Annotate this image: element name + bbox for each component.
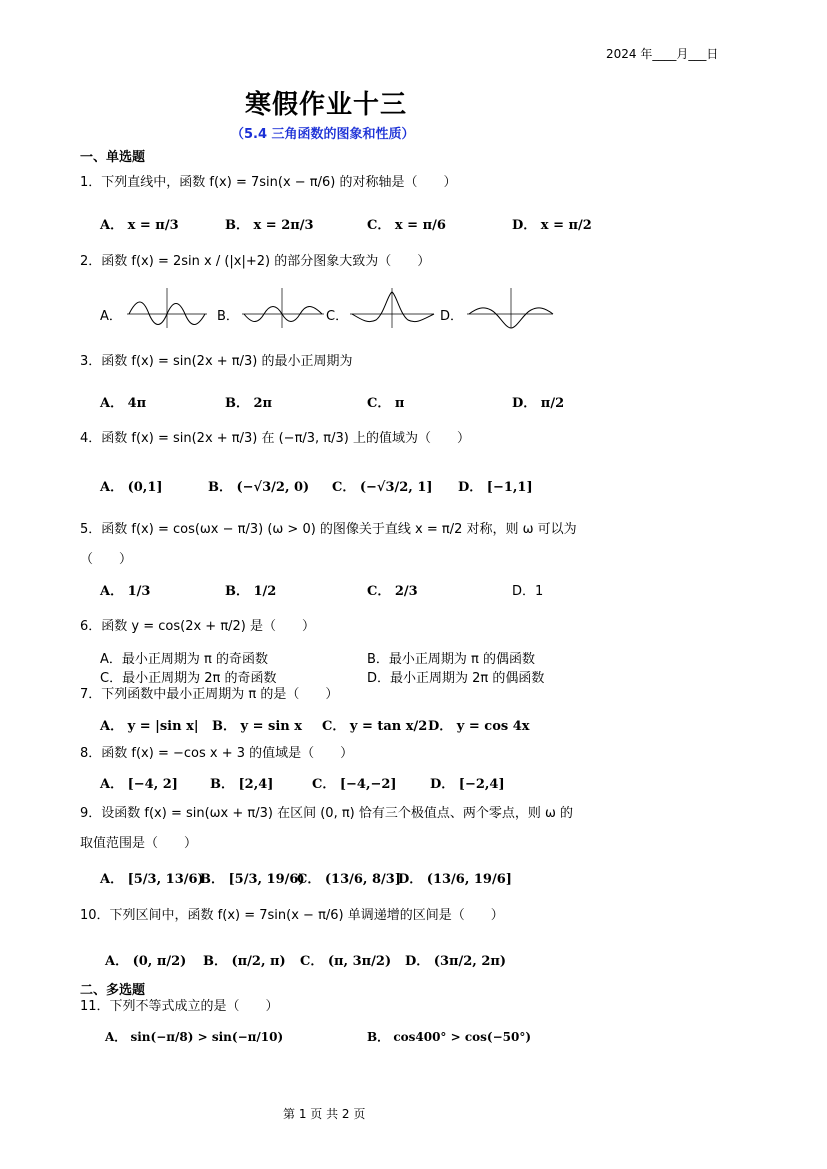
question-6-stem: 6．函数 y = cos(2x + π/2) 是（ ） xyxy=(80,619,316,634)
question-9-stem: 9．设函数 f(x) = sin(ωx + π/3) 在区间 (0, π) 恰有三个极值点、两个零点，则 ω 的 xyxy=(80,806,574,821)
question-8-stem: 8．函数 f(x) = −cos x + 3 的值域是（ ） xyxy=(80,746,354,761)
question-10-option-a: A． (0, π/2) xyxy=(105,954,187,969)
graph-option-a xyxy=(125,284,210,330)
question-9-option-c: C． (13/6, 8/3] xyxy=(297,872,401,887)
question-5-stem: 5．函数 f(x) = cos(ωx − π/3) (ω > 0) 的图像关于直线 x = π/2 对称，则 ω 可以为 xyxy=(80,522,577,537)
question-6-option-c: C．最小正周期为 2π 的奇函数 xyxy=(100,671,277,686)
question-9-stem-continued: 取值范围是（ ） xyxy=(80,836,198,851)
question-2-option-b: B． xyxy=(217,309,239,324)
question-4-option-c: C． (−√3/2, 1] xyxy=(332,480,433,495)
question-10-option-c: C． (π, 3π/2) xyxy=(300,954,392,969)
question-10-option-b: B． (π/2, π) xyxy=(203,954,286,969)
question-11-option-a: A． sin(−π/8) > sin(−π/10) xyxy=(105,1030,284,1044)
question-1-option-b: B． x = 2π/3 xyxy=(225,218,314,233)
question-8-option-d: D． [−2,4] xyxy=(430,777,505,792)
question-4-option-d: D． [−1,1] xyxy=(458,480,533,495)
question-5-option-d: D．1 xyxy=(512,584,544,599)
date-line: 2024 年____月___日 xyxy=(606,47,719,61)
question-3-option-b: B． 2π xyxy=(225,396,273,411)
question-2-option-c: C． xyxy=(326,309,349,324)
question-5-option-a: A． 1/3 xyxy=(100,584,151,599)
question-6-option-a: A．最小正周期为 π 的奇函数 xyxy=(100,652,268,667)
page-number: 第 1 页 共 2 页 xyxy=(283,1107,366,1121)
question-3-option-a: A． 4π xyxy=(100,396,147,411)
question-2-stem: 2．函数 f(x) = 2sin x / (|x|+2) 的部分图象大致为（ ） xyxy=(80,254,431,269)
question-1-option-a: A． x = π/3 xyxy=(100,218,179,233)
question-10-option-d: D． (3π/2, 2π) xyxy=(405,954,507,969)
question-3-option-c: C． π xyxy=(367,396,405,411)
question-5-stem-continued: （ ） xyxy=(80,552,133,567)
question-2-option-a: A． xyxy=(100,309,122,324)
question-1-option-c: C． x = π/6 xyxy=(367,218,446,233)
graph-option-c xyxy=(348,284,438,330)
graph-option-d xyxy=(465,284,557,330)
question-9-option-b: B． [5/3, 19/6) xyxy=(200,872,305,887)
question-4-option-a: A． (0,1] xyxy=(100,480,163,495)
question-4-option-b: B． (−√3/2, 0) xyxy=(208,480,310,495)
question-7-option-c: C． y = tan x/2 xyxy=(322,719,428,734)
question-8-option-a: A． [−4, 2] xyxy=(100,777,178,792)
page-subtitle: （5.4 三角函数的图象和性质） xyxy=(231,127,415,142)
page-title: 寒假作业十三 xyxy=(245,90,408,120)
question-7-option-d: D． y = cos 4x xyxy=(428,719,530,734)
question-1-stem: 1．下列直线中，函数 f(x) = 7sin(x − π/6) 的对称轴是（ ） xyxy=(80,175,457,190)
question-8-option-c: C． [−4,−2] xyxy=(312,777,397,792)
question-2-option-d: D． xyxy=(440,309,464,324)
section-heading-single: 一、单选题 xyxy=(80,150,146,165)
section-heading-multi: 二、多选题 xyxy=(80,983,146,998)
question-9-option-a: A． [5/3, 13/6) xyxy=(100,872,204,887)
question-6-option-b: B．最小正周期为 π 的偶函数 xyxy=(367,652,536,667)
question-7-stem: 7．下列函数中最小正周期为 π 的是（ ） xyxy=(80,687,339,702)
question-4-stem: 4．函数 f(x) = sin(2x + π/3) 在 (−π/3, π/3) 上的值域为（ ） xyxy=(80,431,470,446)
question-7-option-a: A． y = |sin x| xyxy=(100,719,199,734)
question-7-option-b: B． y = sin x xyxy=(212,719,302,734)
question-10-stem: 10．下列区间中，函数 f(x) = 7sin(x − π/6) 单调递增的区间是（ ） xyxy=(80,908,504,923)
question-8-option-b: B． [2,4] xyxy=(210,777,274,792)
question-11-stem: 11．下列不等式成立的是（ ） xyxy=(80,999,279,1014)
question-3-option-d: D． π/2 xyxy=(512,396,565,411)
question-6-option-d: D．最小正周期为 2π 的偶函数 xyxy=(367,671,545,686)
graph-option-b xyxy=(240,284,328,330)
question-5-option-b: B． 1/2 xyxy=(225,584,277,599)
question-11-option-b: B． cos400° > cos(−50°) xyxy=(367,1030,532,1044)
question-3-stem: 3．函数 f(x) = sin(2x + π/3) 的最小正周期为 xyxy=(80,354,353,369)
question-9-option-d: D． (13/6, 19/6] xyxy=(398,872,512,887)
question-1-option-d: D． x = π/2 xyxy=(512,218,592,233)
question-5-option-c: C． 2/3 xyxy=(367,584,418,599)
